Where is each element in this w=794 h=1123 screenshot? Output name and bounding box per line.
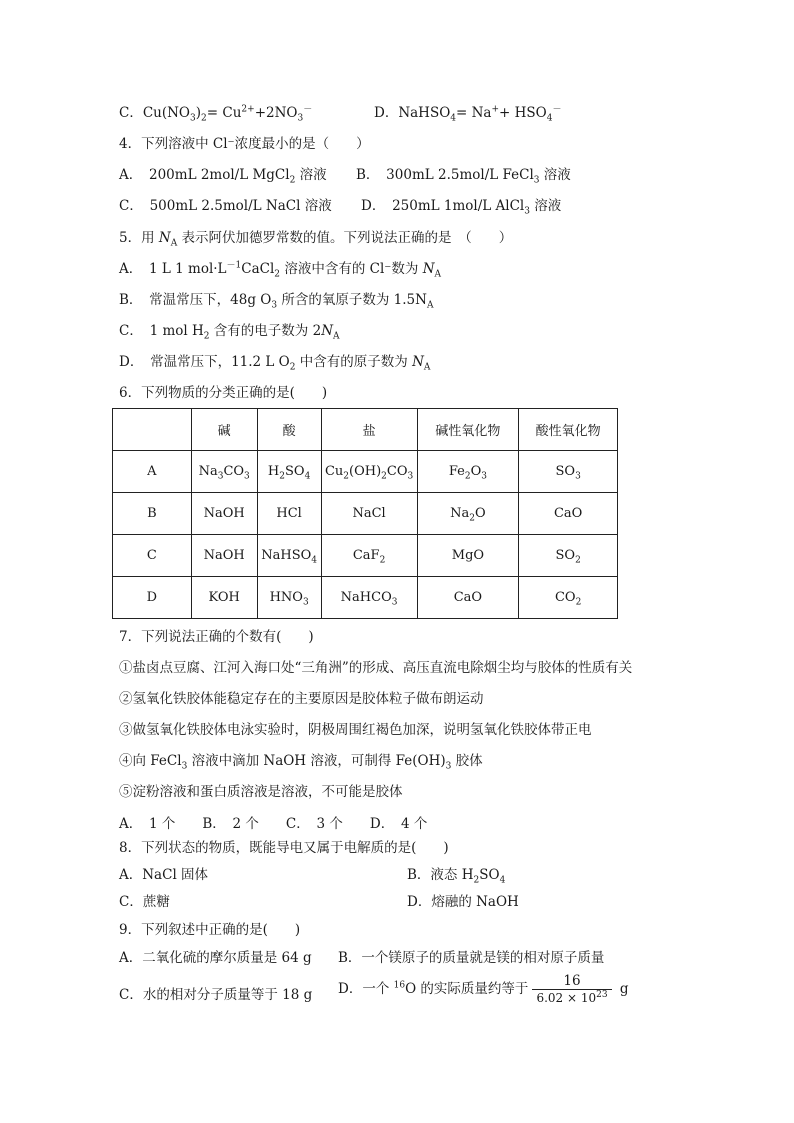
table-row <box>113 493 618 535</box>
table-cell: $HNO_3$ <box>257 577 321 619</box>
q4-option-a: A． 200mL 2mol/L MgCl$_2$ 溶液 <box>119 167 327 186</box>
q7-statement-2: ②氢氧化铁胶体能稳定存在的主要原因是胶体粒子做布朗运动 <box>119 691 484 707</box>
table-header-cell: 酸性氧化物 <box>519 409 618 451</box>
row-label: B <box>113 493 192 535</box>
table-cell: $Cu_2(OH)_2CO_3$ <box>321 451 417 493</box>
classification-table <box>112 408 618 619</box>
row-label: C <box>113 535 192 577</box>
table-row <box>113 535 618 577</box>
q7-stem: 7．下列说法正确的个数有( ) <box>119 629 314 645</box>
row-label: A <box>113 451 192 493</box>
table-cell: $H_2SO_4$ <box>257 451 321 493</box>
table-header-cell: 碱性氧化物 <box>417 409 519 451</box>
row-label: D <box>113 577 192 619</box>
q5-stem: 5．用 $N_A$ 表示阿伏加德罗常数的值。下列说法正确的是 （ ） <box>119 230 513 249</box>
q7-options: A． 1 个 B． 2 个 C． 3 个 D． 4 个 <box>119 816 428 832</box>
q5-option-c: C． 1 mol $H_2$ 含有的电子数为 $2N_A$ <box>119 323 340 342</box>
table-cell: NaHSO$_4$ <box>257 535 321 577</box>
table-cell: $Na_3CO_3$ <box>191 451 257 493</box>
q6-stem: 6．下列物质的分类正确的是( ) <box>119 385 328 401</box>
table-cell: $SO_3$ <box>519 451 618 493</box>
q5-option-d: D． 常温常压下，11.2 L $O_2$ 中含有的原子数为 $N_A$ <box>119 354 431 373</box>
q5-option-b: B． 常温常压下，48g $O_3$ 所含的氧原子数为 $1.5N_A$ <box>119 292 434 311</box>
table-header-cell <box>113 409 192 451</box>
table-cell: NaCl <box>321 493 417 535</box>
table-cell: NaOH <box>191 535 257 577</box>
q8-option-a: A．NaCl 固体 <box>119 867 209 883</box>
q9-stem: 9．下列叙述中正确的是( ) <box>119 922 301 938</box>
table-header-cell: 盐 <box>321 409 417 451</box>
table-cell: MgO <box>417 535 519 577</box>
q7-statement-5: ⑤淀粉溶液和蛋白质溶液是溶液，不可能是胶体 <box>119 784 403 800</box>
q3-option-d: D．NaHSO$_4$= $Na^++ HSO_4^-$ <box>374 104 562 124</box>
table-cell: HCl <box>257 493 321 535</box>
table-cell: CaO <box>519 493 618 535</box>
table-header-row <box>113 409 618 451</box>
q3-option-c: C．$Cu(NO_3)_2= Cu^{2+}+2NO_3^-$ <box>119 104 313 124</box>
q9-option-c: C．水的相对分子质量等于 18 g <box>119 987 313 1003</box>
q8-stem: 8．下列状态的物质，既能导电又属于电解质的是( ) <box>119 840 449 856</box>
q8-option-d: D．熔融的 NaOH <box>407 894 519 910</box>
table-cell: CaO <box>417 577 519 619</box>
table-cell: $SO_2$ <box>519 535 618 577</box>
table-cell: NaOH <box>191 493 257 535</box>
q8-option-b: B．液态 $H_2SO_4$ <box>407 867 506 886</box>
q4-option-d: D． 250mL 1mol/L AlCl$_3$ 溶液 <box>361 198 562 217</box>
table-cell: NaHCO$_3$ <box>321 577 417 619</box>
q7-statement-3: ③做氢氧化铁胶体电泳实验时，阴极周围红褐色加深，说明氢氧化铁胶体带正电 <box>119 722 592 738</box>
table-cell: $Fe_2O_3$ <box>417 451 519 493</box>
q4-option-b: B． 300mL 2.5mol/L FeCl$_3$ 溶液 <box>356 167 571 186</box>
table-header-cell: 酸 <box>257 409 321 451</box>
q9-option-b: B．一个镁原子的质量就是镁的相对原子质量 <box>338 950 605 966</box>
q9-option-d: D．一个 $^{16}$O 的实际质量约等于 $\frac{16}{6.02 \times 10^{23}}$ g <box>338 973 629 1005</box>
q5-option-a: A． 1 L 1 $mol\cdot L^{-1}CaCl_2$ 溶液中含有的 Cl⁻数为 $N_A$ <box>119 260 441 280</box>
table-cell: $Na_2O$ <box>417 493 519 535</box>
table-cell: KOH <box>191 577 257 619</box>
q4-stem: 4．下列溶液中 Cl⁻浓度最小的是（ ） <box>119 136 370 152</box>
q8-option-c: C．蔗糖 <box>119 894 170 910</box>
table-row <box>113 577 618 619</box>
q9-option-a: A．二氧化硫的摩尔质量是 64 g <box>119 950 312 966</box>
table-header-cell: 碱 <box>191 409 257 451</box>
q7-statement-1: ①盐卤点豆腐、江河入海口处“三角洲”的形成、高压直流电除烟尘均与胶体的性质有关 <box>119 660 633 676</box>
table-cell: CaF$_2$ <box>321 535 417 577</box>
q7-statement-4: ④向 FeCl$_3$ 溶液中滴加 NaOH 溶液，可制得 $Fe(OH)_3$ 胶体 <box>119 753 483 772</box>
mass-fraction: $\frac{16}{6.02 \times 10^{23}}$ <box>532 973 611 1006</box>
table-row <box>113 451 618 493</box>
q4-option-c: C． 500mL 2.5mol/L NaCl 溶液 <box>119 198 332 214</box>
table-cell: $CO_2$ <box>519 577 618 619</box>
